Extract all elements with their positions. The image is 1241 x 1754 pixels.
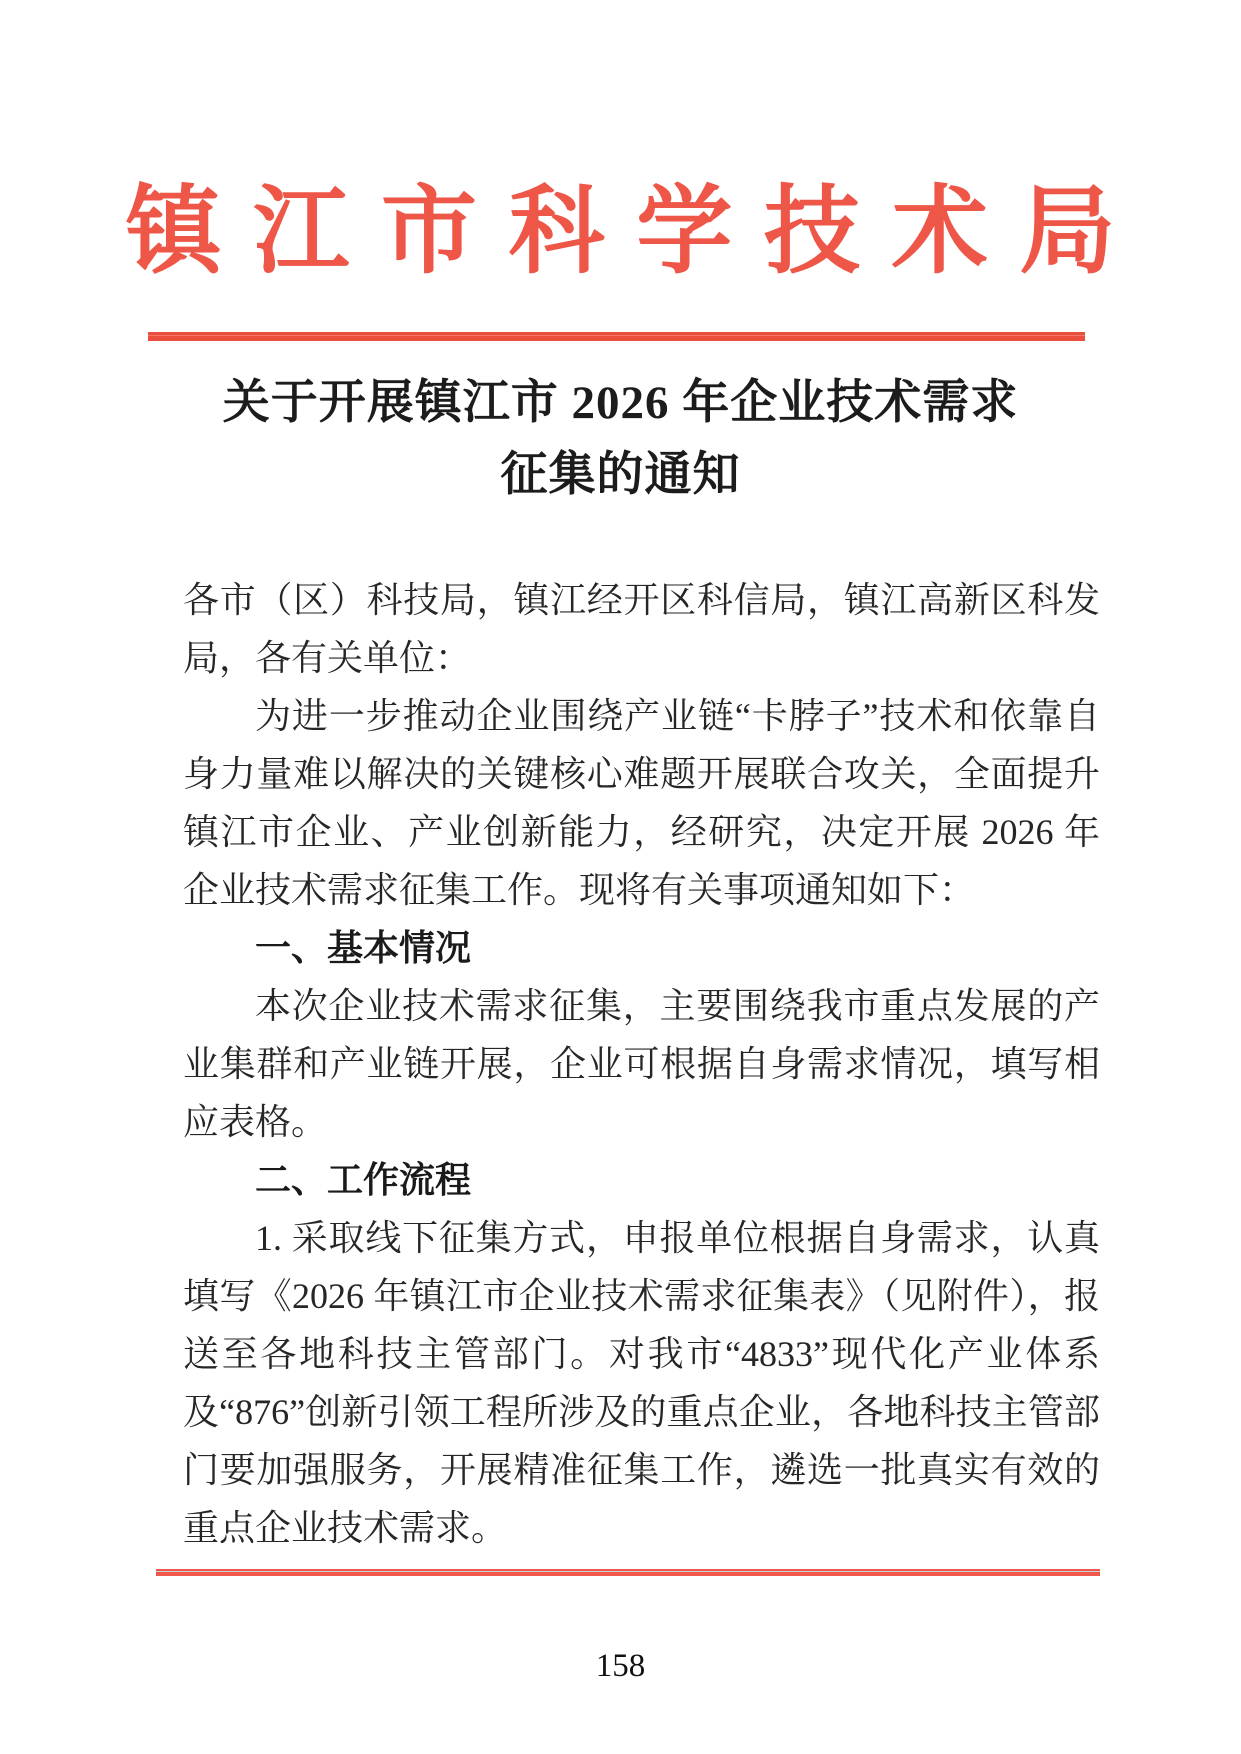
document-body	[183, 571, 1100, 1557]
body-paragraph: 1. 采取线下征集方式，申报单位根据自身需求，认真填写《2026 年镇江市企业技术需求征集表》（见附件），报送至各地科技主管部门。对我市“4833”现代化产业体系及“876”创新引领工程所涉及的重点企业，各地科技主管部门要加强服务，开展精准征集工作，遴选一批真实有效的重点企业技术需求。	[183, 1218, 1100, 1548]
footer-divider-line	[156, 1569, 1100, 1576]
document-title-line2: 征集的通知	[500, 449, 741, 501]
document-title-line1: 关于开展镇江市 2026 年企业技术需求	[222, 377, 1019, 429]
body-paragraph: 本次企业技术需求征集，主要围绕我市重点发展的产业集群和产业链开展，企业可根据自身需求情况，填写相应表格。	[183, 986, 1100, 1142]
letterhead-title: 镇江市科学技术局	[125, 178, 1148, 285]
body-paragraph: 为进一步推动企业围绕产业链“卡脖子”技术和依靠自身力量难以解决的关键核心难题开展联合攻关，全面提升镇江市企业、产业创新能力，经研究，决定开展 2026 年企业技术需求征集工作。现将有关事项通知如下：	[183, 696, 1100, 910]
page-number: 158	[595, 1648, 646, 1684]
section-heading: 一、基本情况	[255, 927, 472, 968]
letterhead-divider-line	[148, 332, 1085, 341]
body-paragraph: 各市（区）科技局，镇江经开区科信局，镇江高新区科发局，各有关单位：	[183, 580, 1100, 678]
section-heading: 二、工作流程	[255, 1159, 472, 1200]
document-title	[0, 367, 1241, 511]
